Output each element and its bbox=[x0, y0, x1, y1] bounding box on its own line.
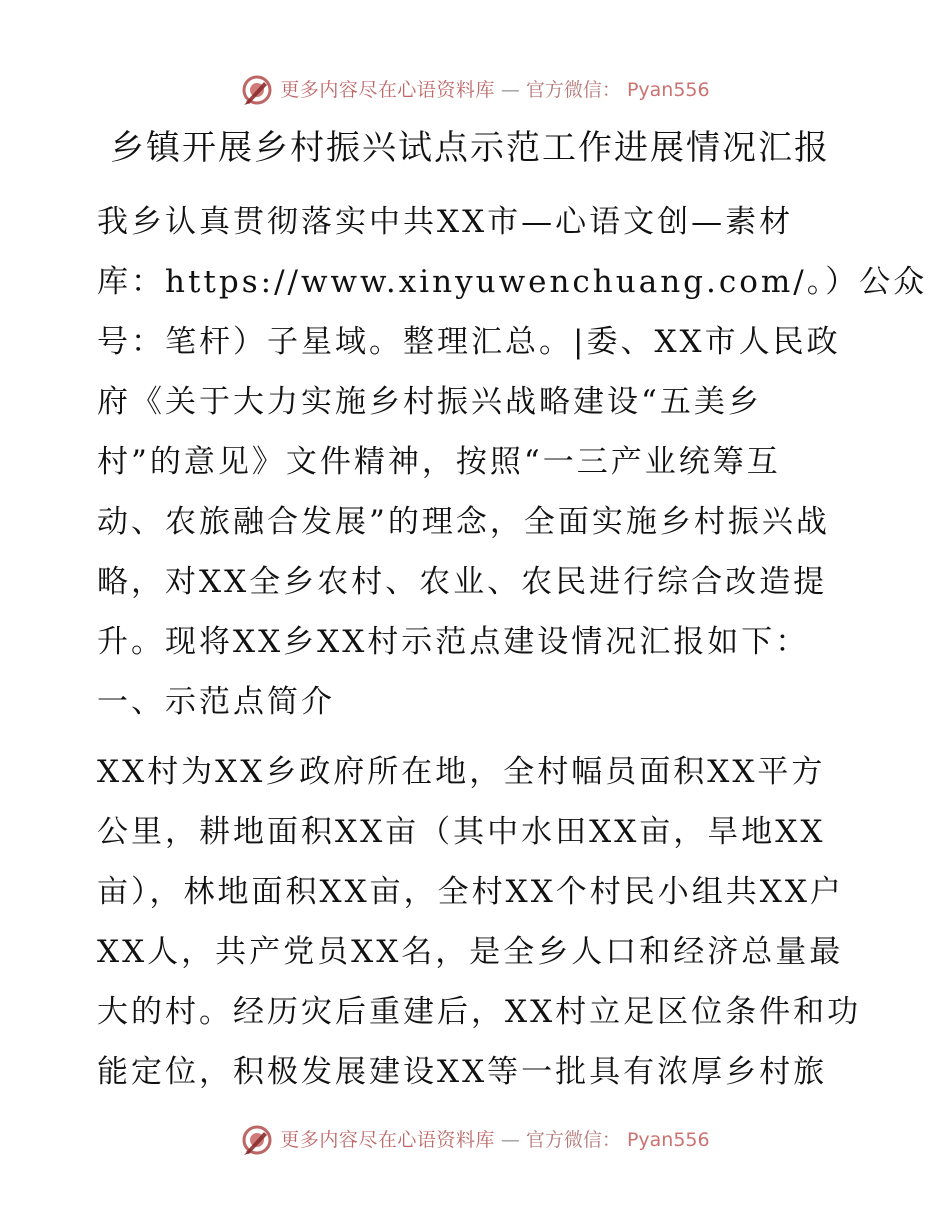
section-line: 亩），林地面积XX亩，全村XX个村民小组共XX户 bbox=[97, 874, 844, 910]
intro-line: 升。现将XX乡XX村示范点建设情况汇报如下： bbox=[97, 624, 810, 660]
banner-wechat-label: 官方微信： bbox=[525, 79, 621, 101]
intro-line: 动、农旅融合发展”的理念，全面实施乡村振兴战 bbox=[97, 504, 830, 540]
footer-watermark-banner bbox=[0, 1118, 950, 1162]
header-watermark-banner bbox=[0, 68, 950, 112]
document-title: 乡镇开展乡村振兴试点示范工作进展情况汇报 bbox=[110, 128, 830, 168]
banner-separator: — bbox=[500, 1129, 520, 1151]
pen-logo-icon bbox=[240, 73, 274, 107]
banner-main-text: 更多内容尽在心语资料库 bbox=[280, 1129, 495, 1151]
banner-separator: — bbox=[500, 79, 520, 101]
section-line: 公里，耕地面积XX亩（其中水田XX亩，旱地XX bbox=[97, 814, 826, 850]
section-line: 大的村。经历灾后重建后，XX村立足区位条件和功 bbox=[97, 994, 862, 1030]
intro-paragraph bbox=[97, 192, 928, 672]
section-heading: 一、示范点简介 bbox=[97, 684, 335, 720]
intro-line: 我乡认真贯彻落实中共XX市—心语文创—素材 bbox=[97, 204, 794, 240]
banner-wechat-id: Pyan556 bbox=[626, 1129, 710, 1151]
section-line: XX村为XX乡政府所在地，全村幅员面积XX平方 bbox=[97, 754, 826, 790]
banner-main-text: 更多内容尽在心语资料库 bbox=[280, 79, 495, 101]
banner-wechat-label: 官方微信： bbox=[525, 1129, 621, 1151]
intro-line: 号：笔杆）子星域。整理汇总。|委、XX市人民政 bbox=[97, 324, 841, 360]
section-line: 能定位，积极发展建设XX等一批具有浓厚乡村旅 bbox=[97, 1054, 828, 1090]
banner-wechat-id: Pyan556 bbox=[626, 79, 710, 101]
intro-line: 府《关于大力实施乡村振兴战略建设“五美乡 bbox=[97, 384, 762, 420]
intro-line: 村”的意见》文件精神，按照“一三产业统筹互 bbox=[97, 444, 781, 480]
section-1-paragraph bbox=[97, 742, 862, 1102]
intro-line: 库：https://www.xinyuwenchuang.com/。）公众 bbox=[97, 264, 928, 300]
pen-logo-icon bbox=[240, 1123, 274, 1157]
intro-line: 略，对XX全乡农村、农业、农民进行综合改造提 bbox=[97, 564, 828, 600]
section-line: XX人，共产党员XX名，是全乡人口和经济总量最 bbox=[97, 934, 844, 970]
